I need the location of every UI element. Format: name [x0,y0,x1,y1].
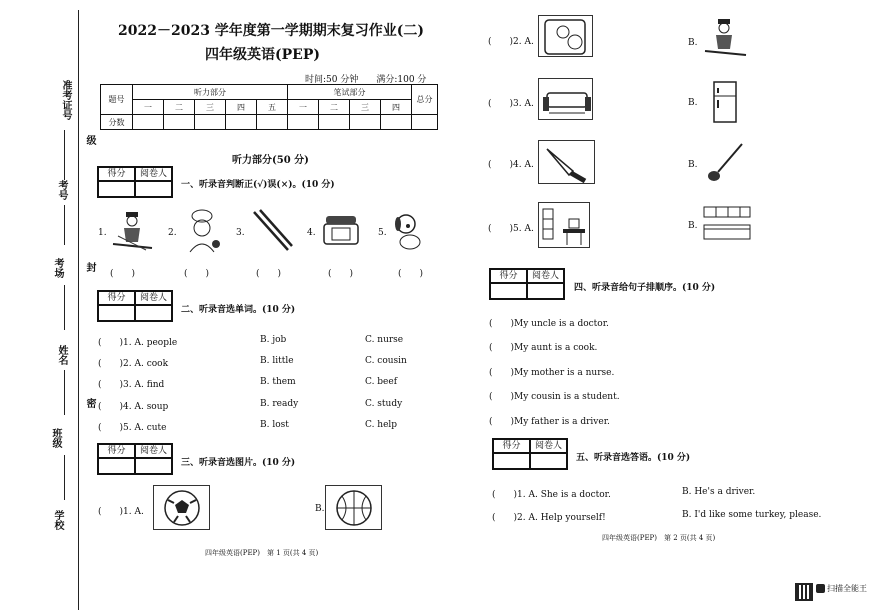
q4-blank[interactable]: ( ) [328,269,354,279]
col-header: 一 [288,100,319,115]
sofa-picture [538,78,593,120]
kitchen-picture [702,203,752,243]
col-header: 二 [319,100,350,115]
col-header: 四 [381,100,412,115]
side-label-grade: 级 [84,135,95,145]
grader-label: 阅卷人 [135,444,172,458]
s2-item-b[interactable]: B. job [260,335,287,345]
s4-item[interactable]: ( )My cousin is a student. [489,392,620,402]
score-cell[interactable] [319,115,350,130]
chopsticks-picture [248,208,293,253]
grader-blank[interactable] [135,458,172,474]
football-icon [154,486,210,530]
binding-line [78,10,79,610]
grader-blank[interactable] [527,283,564,299]
section2-title: 二、听录音选单词。(10 分) [181,305,296,315]
s2-item-a[interactable]: ( )4. A. soup [98,402,169,412]
score-cell[interactable] [288,115,319,130]
section4-title: 四、听录音给句子排顺序。(10 分) [574,283,716,293]
s4-item[interactable]: ( )My mother is a nurse. [489,368,615,378]
grader-blank[interactable] [135,305,172,321]
side-label-school: 学校 [52,510,63,530]
table-label-number: 题号 [101,85,133,115]
s2-item-a[interactable]: ( )1. A. people [98,338,178,348]
score-cell[interactable] [195,115,226,130]
s5-item-a[interactable]: ( )2. A. Help yourself! [492,513,606,523]
score-table [100,84,438,130]
side-blank [64,205,65,245]
football-picture [153,485,210,530]
farmer-icon [108,208,156,253]
q4-number: 4. [307,228,316,238]
q2-number: 2. [168,228,177,238]
telephone-icon [318,210,364,250]
grader-label: 阅卷人 [135,167,172,181]
farmer-icon [700,15,750,60]
s3-q5-b[interactable]: B. [688,221,698,231]
farmer2-picture [700,15,750,60]
farmer-picture [108,208,156,253]
s3-q5[interactable]: ( )5. A. [488,224,534,234]
qr-code-icon [795,583,813,601]
scanner-logo-icon [816,584,825,593]
side-label-room: 考场 [52,258,63,278]
cook-picture [180,208,225,253]
s2-item-a[interactable]: ( )2. A. cook [98,359,169,369]
table-label-score: 分数 [101,115,133,130]
driver-icon [539,16,593,57]
phone-picture [318,210,364,250]
col-header: 三 [195,100,226,115]
col-header: 五 [257,100,288,115]
dog-picture [388,210,428,252]
study-room-icon [539,203,590,248]
score-label: 得分 [493,439,530,453]
s3-q3-b[interactable]: B. [688,98,698,108]
score-blank[interactable] [490,283,527,299]
score-label: 得分 [98,291,135,305]
s3-q2[interactable]: ( )2. A. [488,37,534,47]
side-label-seal: 封 [84,262,95,272]
spoon-icon [700,140,750,186]
score-box-5 [492,438,568,470]
section5-title: 五、听录音选答语。(10 分) [576,453,691,463]
q5-number: 5. [378,228,387,238]
knife-icon [539,141,595,184]
kitchen-icon [702,203,752,243]
s3-q1[interactable]: ( )1. A. [98,507,144,517]
side-blank [64,285,65,330]
watermark-text: 扫描全能王 [827,584,867,593]
score-cell[interactable] [412,115,438,130]
s4-item[interactable]: ( )My aunt is a cook. [489,343,598,353]
writing-header: 笔试部分 [288,85,412,100]
score-box-1 [97,166,173,198]
s5-item-b[interactable]: B. He's a driver. [682,487,756,497]
s2-item-b[interactable]: B. them [260,377,296,387]
listening-title: 听力部分(50 分) [232,155,309,166]
section3-title: 三、听录音选图片。(10 分) [181,458,296,468]
score-cell[interactable] [381,115,412,130]
score-box-4 [489,268,565,300]
s2-item-c[interactable]: C. help [365,420,398,430]
basketball-picture [325,485,382,530]
s2-item-a[interactable]: ( )3. A. find [98,380,165,390]
s5-item-a[interactable]: ( )1. A. She is a doctor. [492,490,611,500]
side-label-ticket: 准考证号 [60,80,71,120]
cook-icon [180,208,225,253]
s2-item-c[interactable]: C. cousin [365,356,407,366]
grader-blank[interactable] [530,453,567,469]
s2-item-c[interactable]: C. nurse [365,335,404,345]
col-header: 三 [350,100,381,115]
page-title: 2022－2023 学年度第一学期期末复习作业(二) [118,23,425,39]
col-header: 四 [226,100,257,115]
score-blank[interactable] [493,453,530,469]
fridge-picture [700,78,750,124]
dog-icon [388,210,428,252]
study-picture [538,202,590,248]
s4-item[interactable]: ( )My uncle is a doctor. [489,319,609,329]
s2-item-b[interactable]: B. ready [260,399,299,409]
q3-blank[interactable]: ( ) [256,269,282,279]
sofa-icon [539,79,593,120]
page-subtitle: 四年级英语(PEP) [205,47,320,63]
score-cell[interactable] [226,115,257,130]
q1-blank[interactable]: ( ) [110,269,136,279]
spoon-picture [700,140,750,186]
driver-picture [538,15,593,57]
s2-item-b[interactable]: B. lost [260,420,289,430]
q1-number: 1. [98,228,107,238]
basketball-icon [326,486,382,530]
s3-q3[interactable]: ( )3. A. [488,99,534,109]
s3-q4[interactable]: ( )4. A. [488,160,534,170]
col-header: 一 [133,100,164,115]
side-blank [64,130,65,180]
score-cell[interactable] [257,115,288,130]
side-label-class: 班级 [50,428,61,448]
side-blank [64,455,65,500]
side-blank [64,370,65,415]
right-footer: 四年级英语(PEP) 第 2 页(共 4 页) [602,534,716,542]
knife-picture [538,140,595,184]
score-box-3 [97,443,173,475]
q5-blank[interactable]: ( ) [398,269,424,279]
q3-number: 3. [236,228,245,238]
score-blank[interactable] [98,458,135,474]
listening-header: 听力部分 [133,85,288,100]
grader-label: 阅卷人 [527,269,564,283]
score-cell[interactable] [350,115,381,130]
time-score: 时间:50 分钟 满分:100 分 [305,75,427,85]
fridge-icon [700,78,750,124]
s2-item-c[interactable]: C. study [365,399,403,409]
s3-q1-b[interactable]: B. [315,504,325,514]
score-cell[interactable] [133,115,164,130]
grader-label: 阅卷人 [135,291,172,305]
grader-blank[interactable] [135,181,172,197]
s4-item[interactable]: ( )My father is a driver. [489,417,610,427]
score-label: 得分 [98,167,135,181]
left-footer: 四年级英语(PEP) 第 1 页(共 4 页) [205,549,319,557]
side-label-exam-no: 考号 [56,180,67,200]
col-header: 二 [164,100,195,115]
s2-item-a[interactable]: ( )5. A. cute [98,423,167,433]
s3-q4-b[interactable]: B. [688,160,698,170]
grader-label: 阅卷人 [530,439,567,453]
score-label: 得分 [490,269,527,283]
s5-item-b[interactable]: B. I'd like some turkey, please. [682,510,822,520]
s2-item-b[interactable]: B. little [260,356,294,366]
section1-title: 一、听录音判断正(√)误(×)。(10 分) [181,180,335,190]
total-header: 总分 [412,85,438,115]
s2-item-c[interactable]: C. beef [365,377,398,387]
score-label: 得分 [98,444,135,458]
s3-q2-b[interactable]: B. [688,38,698,48]
side-label-name: 姓名 [56,345,67,365]
q2-blank[interactable]: ( ) [184,269,210,279]
score-blank[interactable] [98,181,135,197]
chopsticks-icon [248,208,293,253]
side-label-secret: 密 [84,398,95,408]
score-box-2 [97,290,173,322]
score-cell[interactable] [164,115,195,130]
score-blank[interactable] [98,305,135,321]
